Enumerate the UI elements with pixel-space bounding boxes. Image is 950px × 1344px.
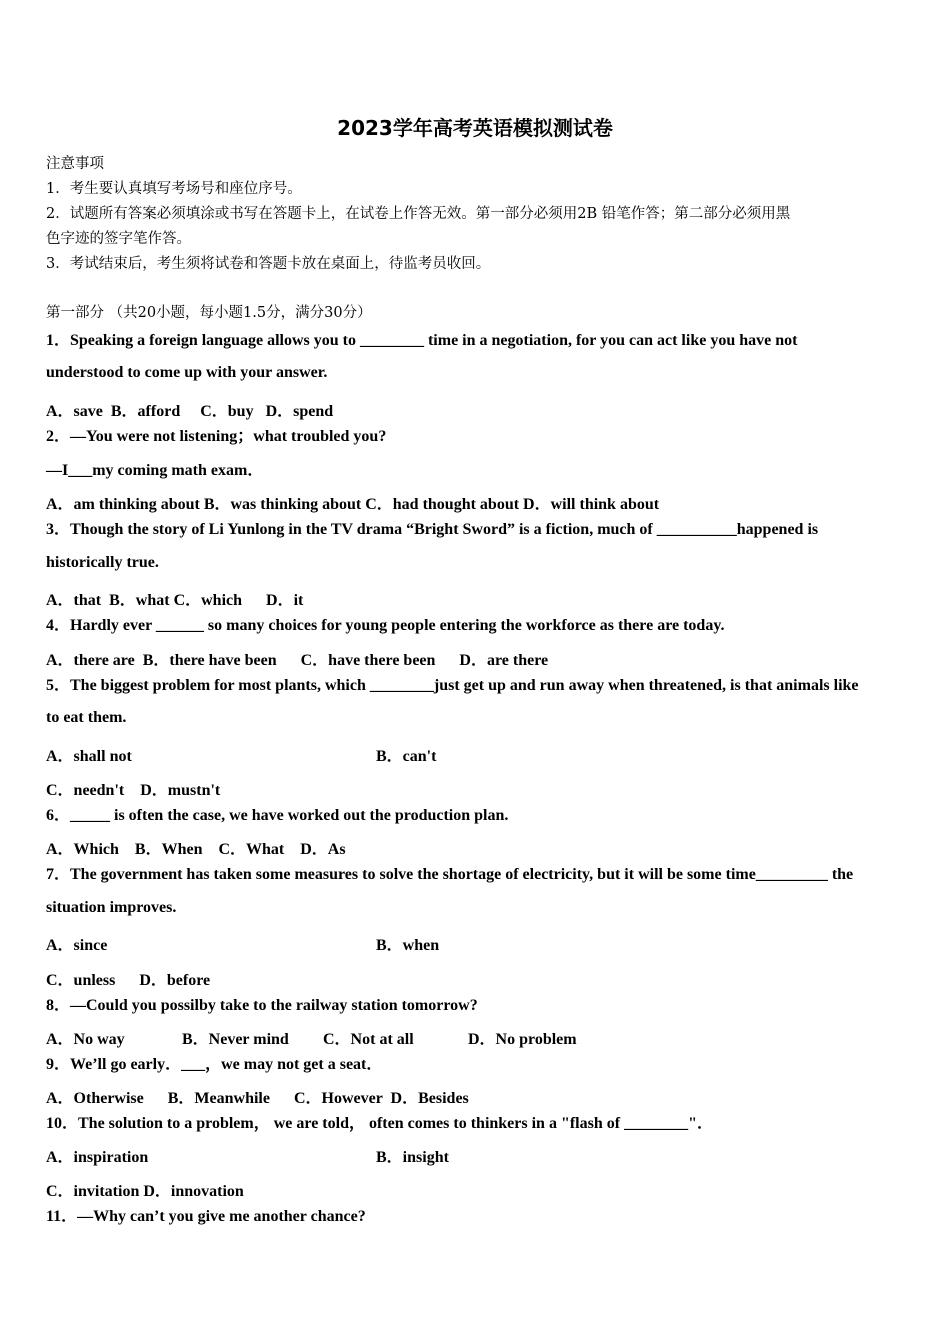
question-8-option-d: D．No problem [468, 1031, 577, 1048]
question-5-options-cd: C．needn't D．mustn't [46, 782, 221, 799]
question-10: 10．The solution to a problem， we are told， often comes to thinkers in a "flash of ________"． [46, 1115, 713, 1132]
notice-item: 3．考试结束后，考生须将试卷和答题卡放在桌面上，待监考员收回。 [46, 256, 491, 272]
question-6: 6．_____ is often the case, we have worked out the production plan. [46, 807, 509, 824]
question-1-cont: understood to come up with your answer. [46, 364, 328, 381]
question-7: 7．The government has taken some measures to solve the shortage of electricity, but it will be some time_________ the [46, 866, 854, 883]
question-5-cont: to eat them. [46, 709, 127, 726]
question-1: 1．Speaking a foreign language allows you to ________ time in a negotiation, for you can act like you have not [46, 332, 798, 349]
notice-item: 色字迹的签字笔作答。 [46, 231, 191, 247]
question-7-cont: situation improves. [46, 899, 177, 916]
question-9-options: A．Otherwise B．Meanwhile C．However D．Besides [46, 1090, 469, 1107]
question-10-option-a: A．inspiration [46, 1149, 149, 1166]
question-3-options: A．that B．what C．which D．it [46, 592, 304, 609]
question-1-options: A．save B．afford C．buy D．spend [46, 403, 334, 420]
question-8-option-c: C．Not at all [323, 1031, 414, 1048]
question-8: 8．—Could you possilby take to the railway station tomorrow? [46, 997, 478, 1014]
question-4: 4．Hardly ever ______ so many choices for young people entering the workforce as there are today. [46, 617, 725, 634]
notice-heading: 注意事项 [46, 156, 104, 172]
question-8-option-a: A．No way [46, 1031, 125, 1048]
section-heading: 第一部分 （共20小题，每小题1.5分，满分30分） [46, 305, 372, 321]
question-2: 2．—You were not listening；what troubled you? [46, 428, 387, 445]
question-5-option-a: A．shall not [46, 748, 132, 765]
question-5-option-b: B．can't [376, 748, 437, 765]
question-8-option-b: B．Never mind [182, 1031, 289, 1048]
question-3-cont: historically true. [46, 554, 159, 571]
question-4-options: A．there are B．there have been C．have there been D．are there [46, 652, 549, 669]
question-11: 11．—Why can’t you give me another chance? [46, 1208, 366, 1225]
question-7-options-cd: C．unless D．before [46, 972, 211, 989]
question-7-option-b: B．when [376, 937, 440, 954]
notice-item: 2．试题所有答案必须填涂或书写在答题卡上，在试卷上作答无效。第一部分必须用2B 铅笔作答；第二部分必须用黑 [46, 206, 791, 222]
question-10-options-cd: C．invitation D．innovation [46, 1183, 244, 1200]
question-9: 9．We’ll go early．___，we may not get a seat． [46, 1056, 383, 1073]
question-2-options: A．am thinking about B．was thinking about C．had thought about D．will think about [46, 496, 660, 513]
question-7-option-a: A．since [46, 937, 108, 954]
question-5: 5．The biggest problem for most plants, which ________just get up and run away when threatened, is that animals like [46, 677, 859, 694]
question-2-cont: —I___my coming math exam． [46, 462, 264, 479]
question-6-options: A．Which B．When C．What D．As [46, 841, 346, 858]
question-10-option-b: B．insight [376, 1149, 449, 1166]
question-3: 3．Though the story of Li Yunlong in the TV drama “Bright Sword” is a fiction, much of __________happened is [46, 521, 819, 538]
page-title: 2023学年高考英语模拟测试卷 [337, 116, 613, 140]
notice-item: 1．考生要认真填写考场号和座位序号。 [46, 181, 302, 197]
